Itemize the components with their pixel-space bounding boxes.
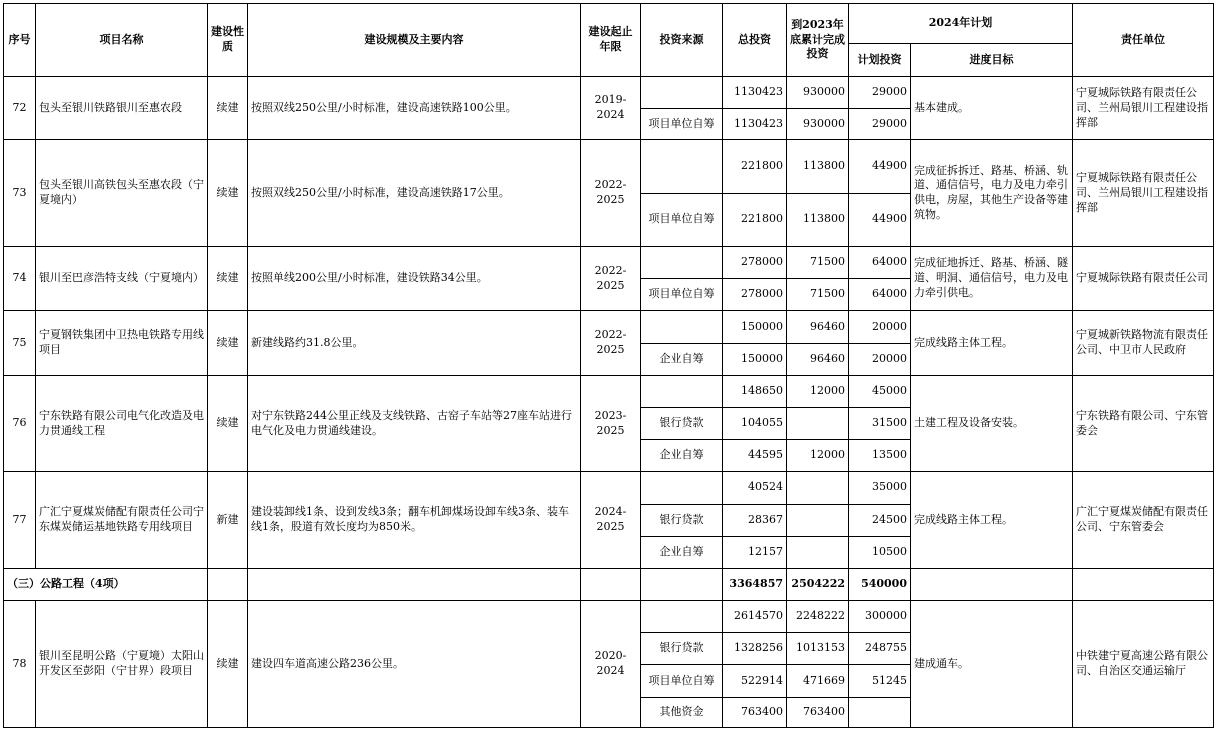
header-plan-2024: 2024年计划 (849, 4, 1073, 44)
responsible-unit: 宁夏城际铁路有限责任公司 (1073, 247, 1214, 311)
cumulative-investment: 71500 (787, 247, 849, 279)
plan-investment: 45000 (849, 375, 911, 407)
cumulative-investment (787, 504, 849, 536)
cumulative-investment: 12000 (787, 375, 849, 407)
total-investment: 12157 (723, 536, 787, 568)
project-nature: 续建 (208, 247, 248, 311)
plan-investment: 31500 (849, 407, 911, 439)
project-nature: 续建 (208, 601, 248, 728)
total-investment: 28367 (723, 504, 787, 536)
plan-investment: 51245 (849, 665, 911, 697)
project-scope: 按照双线250公里/小时标准，建设高速铁路100公里。 (248, 77, 581, 140)
header-name: 项目名称 (36, 4, 208, 77)
responsible-unit: 宁东铁路有限公司、宁东管委会 (1073, 375, 1214, 472)
table-row (4, 311, 1214, 343)
project-period: 2022-2025 (581, 247, 641, 311)
project-name: 包头至银川高铁包头至惠农段（宁夏境内） (36, 140, 208, 247)
project-nature: 续建 (208, 311, 248, 375)
cumulative-investment (787, 407, 849, 439)
project-name: 包头至银川铁路银川至惠农段 (36, 77, 208, 140)
cumulative-investment: 113800 (787, 140, 849, 193)
cumulative-investment: 930000 (787, 109, 849, 140)
progress-target: 完成线路主体工程。 (911, 311, 1073, 375)
fund-source (641, 77, 723, 109)
fund-source: 企业自筹 (641, 440, 723, 472)
total-investment: 278000 (723, 247, 787, 279)
progress-target: 土建工程及设备安装。 (911, 375, 1073, 472)
progress-target: 基本建成。 (911, 77, 1073, 140)
cumulative-investment: 1013153 (787, 633, 849, 665)
plan-investment: 64000 (849, 247, 911, 279)
progress-target: 建成通车。 (911, 601, 1073, 728)
project-period: 2019-2024 (581, 77, 641, 140)
fund-source: 其他资金 (641, 697, 723, 727)
total-investment: 1328256 (723, 633, 787, 665)
total-investment: 40524 (723, 472, 787, 504)
project-seq: 74 (4, 247, 36, 311)
cumulative-investment (787, 536, 849, 568)
section-total: 3364857 (723, 568, 787, 600)
header-scope: 建设规模及主要内容 (248, 4, 581, 77)
plan-investment: 10500 (849, 536, 911, 568)
empty-cell (208, 568, 248, 600)
project-period: 2020-2024 (581, 601, 641, 728)
header-source: 投资来源 (641, 4, 723, 77)
project-name: 银川至昆明公路（宁夏境）太阳山开发区至彭阳（宁甘界）段项目 (36, 601, 208, 728)
fund-source: 项目单位自筹 (641, 279, 723, 311)
fund-source: 项目单位自筹 (641, 193, 723, 246)
fund-source (641, 311, 723, 343)
plan-investment: 20000 (849, 311, 911, 343)
investment-plan-table (3, 3, 1214, 728)
project-scope: 对宁东铁路244公里正线及支线铁路、古窑子车站等27座车站进行电气化及电力贯通线建设。 (248, 375, 581, 472)
header-total: 总投资 (723, 4, 787, 77)
total-investment: 763400 (723, 697, 787, 727)
responsible-unit: 中铁建宁夏高速公路有限公司、自治区交通运输厅 (1073, 601, 1214, 728)
project-period: 2024-2025 (581, 472, 641, 569)
responsible-unit: 广汇宁夏煤炭储配有限责任公司、宁东管委会 (1073, 472, 1214, 569)
fund-source (641, 375, 723, 407)
total-investment: 522914 (723, 665, 787, 697)
cumulative-investment: 763400 (787, 697, 849, 727)
plan-investment: 64000 (849, 279, 911, 311)
project-period: 2022-2025 (581, 140, 641, 247)
fund-source (641, 140, 723, 193)
total-investment: 2614570 (723, 601, 787, 633)
total-investment: 1130423 (723, 77, 787, 109)
project-name: 宁东铁路有限公司电气化改造及电力贯通线工程 (36, 375, 208, 472)
responsible-unit: 宁夏城际铁路有限责任公司、兰州局银川工程建设指挥部 (1073, 77, 1214, 140)
project-seq: 76 (4, 375, 36, 472)
section-plan: 540000 (849, 568, 911, 600)
section-row (4, 568, 1214, 600)
cumulative-investment: 930000 (787, 77, 849, 109)
fund-source: 银行贷款 (641, 407, 723, 439)
plan-investment: 29000 (849, 77, 911, 109)
total-investment: 221800 (723, 193, 787, 246)
header-progress: 进度目标 (911, 44, 1073, 77)
project-seq: 77 (4, 472, 36, 569)
total-investment: 221800 (723, 140, 787, 193)
project-scope: 建设四车道高速公路236公里。 (248, 601, 581, 728)
responsible-unit: 宁夏城新铁路物流有限责任公司、中卫市人民政府 (1073, 311, 1214, 375)
plan-investment: 248755 (849, 633, 911, 665)
empty-cell (248, 568, 581, 600)
project-nature: 续建 (208, 140, 248, 247)
cumulative-investment: 71500 (787, 279, 849, 311)
header-nature: 建设性质 (208, 4, 248, 77)
table-row (4, 77, 1214, 109)
fund-source: 银行贷款 (641, 633, 723, 665)
total-investment: 1130423 (723, 109, 787, 140)
project-nature: 新建 (208, 472, 248, 569)
table-row (4, 472, 1214, 504)
table-row (4, 140, 1214, 193)
header-period: 建设起止年限 (581, 4, 641, 77)
cumulative-investment: 2248222 (787, 601, 849, 633)
project-name: 宁夏钢铁集团中卫热电铁路专用线项目 (36, 311, 208, 375)
empty-cell (911, 568, 1073, 600)
project-name: 银川至巴彦浩特支线（宁夏境内） (36, 247, 208, 311)
plan-investment: 29000 (849, 109, 911, 140)
plan-investment: 35000 (849, 472, 911, 504)
project-nature: 续建 (208, 77, 248, 140)
project-seq: 73 (4, 140, 36, 247)
fund-source: 企业自筹 (641, 536, 723, 568)
empty-cell (581, 568, 641, 600)
fund-source (641, 601, 723, 633)
cumulative-investment: 471669 (787, 665, 849, 697)
cumulative-investment: 96460 (787, 343, 849, 375)
table-row (4, 375, 1214, 407)
project-name: 广汇宁夏煤炭储配有限责任公司宁东煤炭储运基地铁路专用线项目 (36, 472, 208, 569)
plan-investment: 44900 (849, 193, 911, 246)
fund-source: 银行贷款 (641, 504, 723, 536)
total-investment: 148650 (723, 375, 787, 407)
empty-cell (1073, 568, 1214, 600)
project-scope: 按照单线200公里/小时标准，建设铁路34公里。 (248, 247, 581, 311)
plan-investment (849, 697, 911, 727)
project-scope: 按照双线250公里/小时标准，建设高速铁路17公里。 (248, 140, 581, 247)
cumulative-investment: 12000 (787, 440, 849, 472)
section-title: （三）公路工程（4项） (4, 568, 208, 600)
fund-source: 项目单位自筹 (641, 665, 723, 697)
total-investment: 150000 (723, 343, 787, 375)
plan-investment: 44900 (849, 140, 911, 193)
project-scope: 新建线路约31.8公里。 (248, 311, 581, 375)
fund-source: 项目单位自筹 (641, 109, 723, 140)
progress-target: 完成征地拆迁、路基、桥涵、隧道、明洞、通信信号，电力及电力牵引供电。 (911, 247, 1073, 311)
progress-target: 完成征拆拆迁、路基、桥涵、轨道、通信信号，电力及电力牵引供电，房屋，其他生产设备等建筑物。 (911, 140, 1073, 247)
fund-source: 企业自筹 (641, 343, 723, 375)
responsible-unit: 宁夏城际铁路有限责任公司、兰州局银川工程建设指挥部 (1073, 140, 1214, 247)
project-scope: 建设装卸线1条、设到发线3条；翻车机卸煤场设卸车线3条、装车线1条，股道有效长度均为850米。 (248, 472, 581, 569)
header-seq: 序号 (4, 4, 36, 77)
cumulative-investment: 96460 (787, 311, 849, 343)
plan-investment: 13500 (849, 440, 911, 472)
section-cumulative: 2504222 (787, 568, 849, 600)
project-seq: 78 (4, 601, 36, 728)
cumulative-investment (787, 472, 849, 504)
progress-target: 完成线路主体工程。 (911, 472, 1073, 569)
plan-investment: 20000 (849, 343, 911, 375)
fund-source (641, 247, 723, 279)
empty-cell (641, 568, 723, 600)
table-row (4, 247, 1214, 279)
plan-investment: 300000 (849, 601, 911, 633)
total-investment: 104055 (723, 407, 787, 439)
project-period: 2022-2025 (581, 311, 641, 375)
fund-source (641, 472, 723, 504)
header-plan-invest: 计划投资 (849, 44, 911, 77)
table-row (4, 601, 1214, 633)
plan-investment: 24500 (849, 504, 911, 536)
project-seq: 75 (4, 311, 36, 375)
project-nature: 续建 (208, 375, 248, 472)
cumulative-investment: 113800 (787, 193, 849, 246)
project-period: 2023-2025 (581, 375, 641, 472)
header-unit: 责任单位 (1073, 4, 1214, 77)
total-investment: 44595 (723, 440, 787, 472)
header-cumulative: 到2023年底累计完成投资 (787, 4, 849, 77)
project-seq: 72 (4, 77, 36, 140)
total-investment: 150000 (723, 311, 787, 343)
total-investment: 278000 (723, 279, 787, 311)
